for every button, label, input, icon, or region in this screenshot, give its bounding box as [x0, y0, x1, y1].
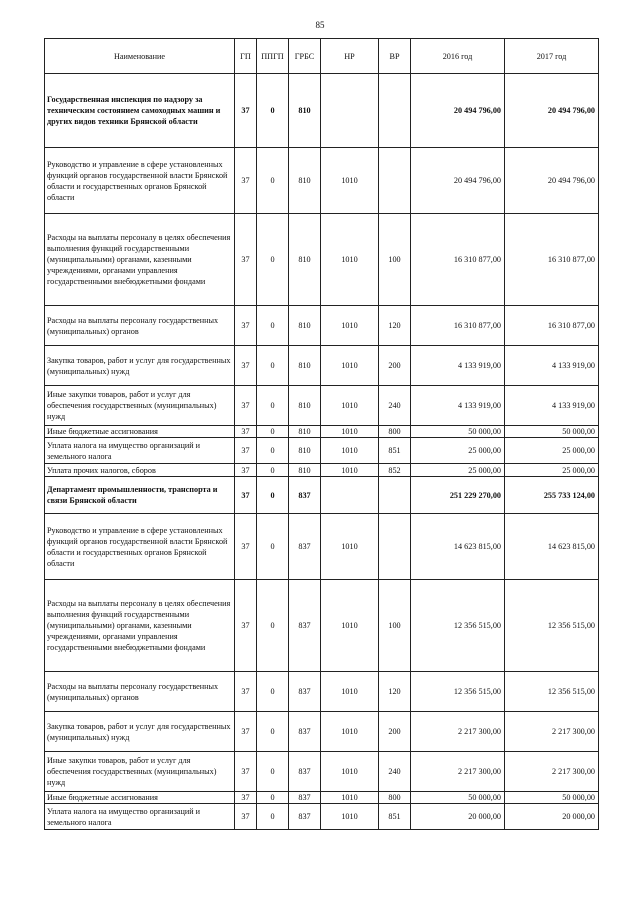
cell-2016: 20 000,00 — [411, 804, 505, 830]
cell-vr: 800 — [379, 792, 411, 804]
cell-2017: 25 000,00 — [505, 464, 599, 477]
cell-vr — [379, 477, 411, 514]
cell-ppgp: 0 — [257, 438, 289, 464]
cell-grbs: 837 — [289, 514, 321, 580]
cell-ppgp: 0 — [257, 148, 289, 214]
page-number: 85 — [315, 20, 325, 30]
table-row — [45, 214, 599, 306]
cell-vr — [379, 148, 411, 214]
cell-gp: 37 — [235, 580, 257, 672]
table-row — [45, 792, 599, 804]
table-row — [45, 426, 599, 438]
cell-vr: 851 — [379, 438, 411, 464]
cell-name: Расходы на выплаты персоналу в целях обеспечения выполнения функций государственными (муниципальными) органами, казенными учреждениями, органами управления государственными внебюджетными фондами — [45, 214, 235, 306]
cell-nr: 1010 — [321, 386, 379, 426]
table-row — [45, 148, 599, 214]
cell-grbs: 810 — [289, 426, 321, 438]
cell-ppgp: 0 — [257, 346, 289, 386]
cell-grbs: 810 — [289, 306, 321, 346]
cell-grbs: 810 — [289, 464, 321, 477]
cell-2017: 12 356 515,00 — [505, 580, 599, 672]
table-row — [45, 672, 599, 712]
cell-nr: 1010 — [321, 346, 379, 386]
cell-2017: 2 217 300,00 — [505, 712, 599, 752]
cell-gp: 37 — [235, 148, 257, 214]
table-row — [45, 386, 599, 426]
cell-gp: 37 — [235, 346, 257, 386]
cell-2017: 20 494 796,00 — [505, 148, 599, 214]
cell-ppgp: 0 — [257, 386, 289, 426]
cell-ppgp: 0 — [257, 477, 289, 514]
table-row — [45, 752, 599, 792]
table-row — [45, 306, 599, 346]
cell-ppgp: 0 — [257, 426, 289, 438]
table-row — [45, 438, 599, 464]
cell-gp: 37 — [235, 74, 257, 148]
header-gp: ГП — [235, 39, 257, 74]
cell-name: Уплата налога на имущество организаций и земельного налога — [45, 804, 235, 830]
cell-2016: 50 000,00 — [411, 426, 505, 438]
cell-2017: 50 000,00 — [505, 426, 599, 438]
cell-2017: 16 310 877,00 — [505, 214, 599, 306]
cell-2016: 12 356 515,00 — [411, 672, 505, 712]
cell-ppgp: 0 — [257, 712, 289, 752]
header-row — [45, 39, 599, 74]
cell-vr: 240 — [379, 752, 411, 792]
cell-grbs: 837 — [289, 792, 321, 804]
cell-gp: 37 — [235, 712, 257, 752]
cell-2017: 25 000,00 — [505, 438, 599, 464]
cell-2016: 25 000,00 — [411, 438, 505, 464]
cell-grbs: 810 — [289, 148, 321, 214]
table-row — [45, 804, 599, 830]
cell-ppgp: 0 — [257, 792, 289, 804]
cell-nr: 1010 — [321, 514, 379, 580]
cell-vr: 800 — [379, 426, 411, 438]
cell-nr: 1010 — [321, 148, 379, 214]
cell-grbs: 810 — [289, 214, 321, 306]
cell-2016: 20 494 796,00 — [411, 148, 505, 214]
cell-grbs: 837 — [289, 712, 321, 752]
header-2017: 2017 год — [505, 39, 599, 74]
cell-2016: 251 229 270,00 — [411, 477, 505, 514]
cell-2017: 4 133 919,00 — [505, 346, 599, 386]
cell-gp: 37 — [235, 464, 257, 477]
header-ppgp: ППГП — [257, 39, 289, 74]
cell-vr: 240 — [379, 386, 411, 426]
cell-vr: 200 — [379, 346, 411, 386]
cell-nr: 1010 — [321, 464, 379, 477]
cell-gp: 37 — [235, 672, 257, 712]
cell-nr: 1010 — [321, 792, 379, 804]
cell-ppgp: 0 — [257, 74, 289, 148]
cell-2016: 16 310 877,00 — [411, 306, 505, 346]
cell-2017: 12 356 515,00 — [505, 672, 599, 712]
cell-gp: 37 — [235, 386, 257, 426]
cell-nr: 1010 — [321, 426, 379, 438]
cell-gp: 37 — [235, 426, 257, 438]
cell-nr: 1010 — [321, 804, 379, 830]
cell-2017: 20 494 796,00 — [505, 74, 599, 148]
cell-nr: 1010 — [321, 580, 379, 672]
cell-2016: 2 217 300,00 — [411, 752, 505, 792]
cell-gp: 37 — [235, 477, 257, 514]
cell-name: Закупка товаров, работ и услуг для государственных (муниципальных) нужд — [45, 712, 235, 752]
cell-name: Иные бюджетные ассигнования — [45, 426, 235, 438]
table-row — [45, 712, 599, 752]
cell-ppgp: 0 — [257, 514, 289, 580]
cell-nr: 1010 — [321, 214, 379, 306]
cell-vr — [379, 74, 411, 148]
cell-grbs: 837 — [289, 752, 321, 792]
cell-name: Руководство и управление в сфере установленных функций органов государственной власти Брянской области и государственных органов Брянской области — [45, 148, 235, 214]
cell-name: Иные закупки товаров, работ и услуг для обеспечения государственных (муниципальных) нужд — [45, 752, 235, 792]
cell-gp: 37 — [235, 306, 257, 346]
cell-gp: 37 — [235, 804, 257, 830]
cell-2017: 16 310 877,00 — [505, 306, 599, 346]
cell-2017: 50 000,00 — [505, 792, 599, 804]
cell-vr: 100 — [379, 214, 411, 306]
cell-grbs: 810 — [289, 386, 321, 426]
cell-grbs: 837 — [289, 580, 321, 672]
cell-name: Уплата прочих налогов, сборов — [45, 464, 235, 477]
cell-name: Иные бюджетные ассигнования — [45, 792, 235, 804]
table-row — [45, 580, 599, 672]
cell-name: Государственная инспекция по надзору за техническим состоянием самоходных машин и других видов техники Брянской области — [45, 74, 235, 148]
table-row — [45, 477, 599, 514]
cell-gp: 37 — [235, 214, 257, 306]
cell-nr: 1010 — [321, 712, 379, 752]
cell-2016: 25 000,00 — [411, 464, 505, 477]
table-row — [45, 514, 599, 580]
cell-gp: 37 — [235, 792, 257, 804]
cell-2016: 50 000,00 — [411, 792, 505, 804]
table-row — [45, 346, 599, 386]
cell-nr — [321, 74, 379, 148]
cell-grbs: 810 — [289, 438, 321, 464]
cell-name: Расходы на выплаты персоналу государственных (муниципальных) органов — [45, 306, 235, 346]
cell-name: Закупка товаров, работ и услуг для государственных (муниципальных) нужд — [45, 346, 235, 386]
cell-2016: 4 133 919,00 — [411, 386, 505, 426]
cell-2017: 20 000,00 — [505, 804, 599, 830]
table-row — [45, 74, 599, 148]
cell-2017: 14 623 815,00 — [505, 514, 599, 580]
cell-ppgp: 0 — [257, 464, 289, 477]
cell-nr — [321, 477, 379, 514]
cell-2016: 20 494 796,00 — [411, 74, 505, 148]
cell-nr: 1010 — [321, 672, 379, 712]
cell-grbs: 837 — [289, 477, 321, 514]
cell-vr: 200 — [379, 712, 411, 752]
cell-vr: 100 — [379, 580, 411, 672]
cell-name: Уплата налога на имущество организаций и земельного налога — [45, 438, 235, 464]
cell-name: Иные закупки товаров, работ и услуг для обеспечения государственных (муниципальных) нужд — [45, 386, 235, 426]
cell-grbs: 837 — [289, 672, 321, 712]
table-row — [45, 464, 599, 477]
cell-vr: 120 — [379, 672, 411, 712]
cell-2016: 14 623 815,00 — [411, 514, 505, 580]
cell-vr: 852 — [379, 464, 411, 477]
cell-2017: 255 733 124,00 — [505, 477, 599, 514]
cell-grbs: 837 — [289, 804, 321, 830]
cell-vr: 120 — [379, 306, 411, 346]
cell-gp: 37 — [235, 438, 257, 464]
header-grbs: ГРБС — [289, 39, 321, 74]
cell-gp: 37 — [235, 514, 257, 580]
cell-ppgp: 0 — [257, 580, 289, 672]
cell-2016: 2 217 300,00 — [411, 712, 505, 752]
budget-table — [44, 38, 599, 830]
cell-name: Департамент промышленности, транспорта и связи Брянской области — [45, 477, 235, 514]
cell-name: Расходы на выплаты персоналу государственных (муниципальных) органов — [45, 672, 235, 712]
cell-2016: 4 133 919,00 — [411, 346, 505, 386]
cell-gp: 37 — [235, 752, 257, 792]
cell-ppgp: 0 — [257, 804, 289, 830]
header-2016: 2016 год — [411, 39, 505, 74]
cell-grbs: 810 — [289, 346, 321, 386]
cell-nr: 1010 — [321, 438, 379, 464]
header-nr: НР — [321, 39, 379, 74]
cell-ppgp: 0 — [257, 752, 289, 792]
header-vr: ВР — [379, 39, 411, 74]
cell-vr: 851 — [379, 804, 411, 830]
cell-name: Расходы на выплаты персоналу в целях обеспечения выполнения функций государственными (муниципальными) органами, казенными учреждениями, органами управления государственными внебюджетными фондами — [45, 580, 235, 672]
cell-grbs: 810 — [289, 74, 321, 148]
cell-ppgp: 0 — [257, 214, 289, 306]
header-name: Наименование — [45, 39, 235, 74]
cell-ppgp: 0 — [257, 672, 289, 712]
cell-2017: 2 217 300,00 — [505, 752, 599, 792]
cell-vr — [379, 514, 411, 580]
cell-nr: 1010 — [321, 306, 379, 346]
cell-2016: 12 356 515,00 — [411, 580, 505, 672]
cell-2017: 4 133 919,00 — [505, 386, 599, 426]
cell-ppgp: 0 — [257, 306, 289, 346]
cell-nr: 1010 — [321, 752, 379, 792]
cell-name: Руководство и управление в сфере установленных функций органов государственной власти Брянской области и государственных органов Брянской области — [45, 514, 235, 580]
cell-2016: 16 310 877,00 — [411, 214, 505, 306]
